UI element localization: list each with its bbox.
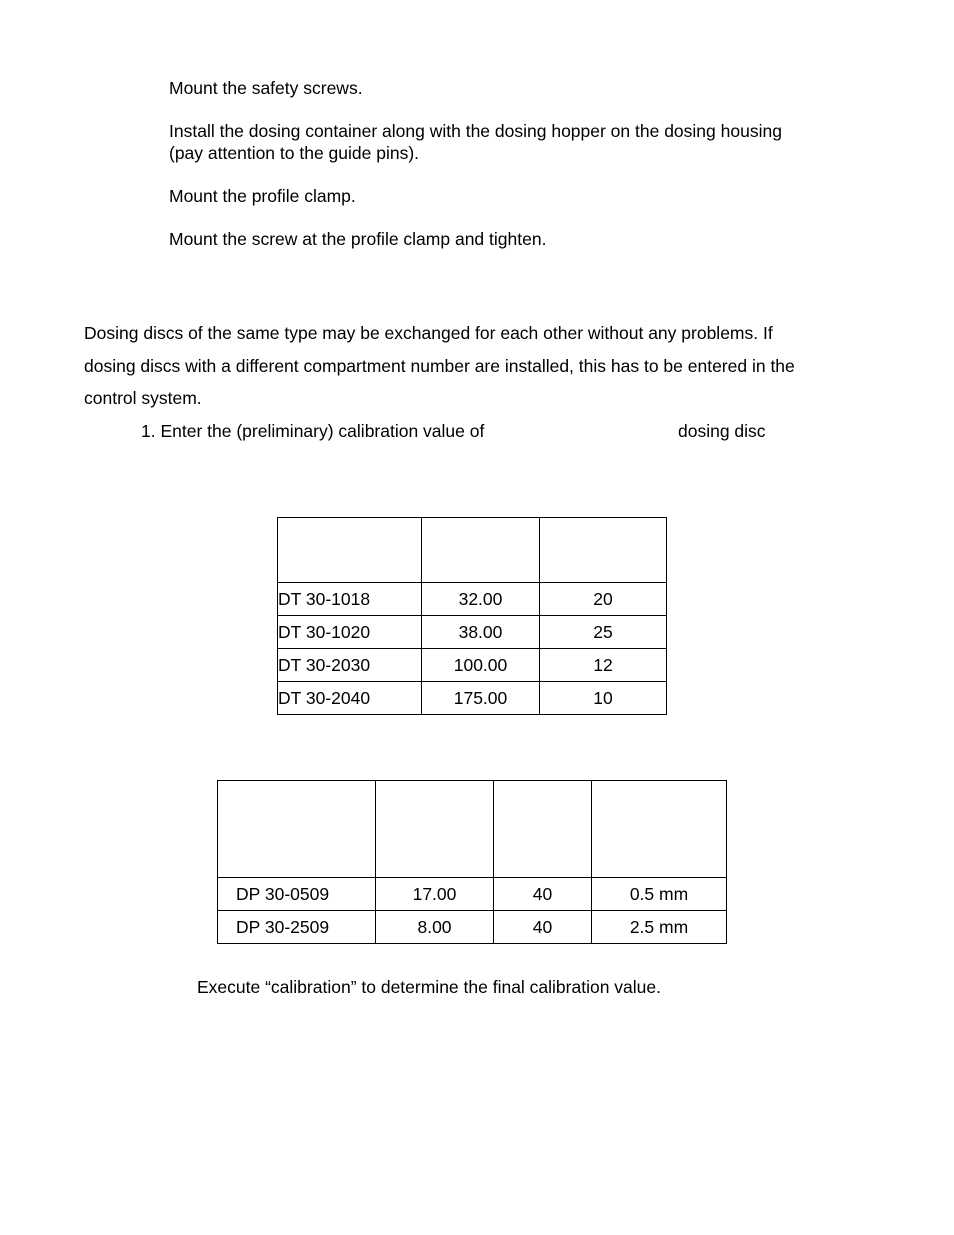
step-mount-profile-clamp: Mount the profile clamp. — [169, 186, 356, 206]
table-cell-value: 32.00 — [422, 583, 540, 616]
step-mount-safety-screws: Mount the safety screws. — [169, 78, 363, 98]
dosing-disc-table-dt — [277, 517, 667, 715]
table-cell-value: 17.00 — [376, 878, 494, 911]
table-row — [278, 649, 667, 682]
table-row — [218, 878, 727, 911]
paragraph-line: dosing discs with a different compartment number are installed, this has to be entered in the — [84, 355, 795, 376]
table-cell-count: 40 — [494, 878, 592, 911]
paragraph-line: control system. — [84, 388, 202, 408]
dosing-disc-table-dp — [217, 780, 727, 944]
step-mount-screw: Mount the screw at the profile clamp and tighten. — [169, 229, 547, 249]
table-row — [278, 682, 667, 715]
step-install-container-line1: Install the dosing container along with the dosing hopper on the dosing housing — [169, 121, 782, 141]
table-cell-value: 175.00 — [422, 682, 540, 715]
step-install-container-line2: (pay attention to the guide pins). — [169, 143, 420, 163]
numbered-item-trailing: dosing disc — [678, 421, 766, 441]
table-header-cell — [540, 518, 667, 583]
table-cell-type: DT 30-2040 — [278, 682, 422, 715]
table-row — [278, 616, 667, 649]
table-cell-type: DT 30-2030 — [278, 649, 422, 682]
table-cell-count: 40 — [494, 911, 592, 944]
table-cell-value: 8.00 — [376, 911, 494, 944]
table-header-cell — [494, 781, 592, 878]
table-row — [278, 583, 667, 616]
table-cell-type: DP 30-2509 — [218, 911, 376, 944]
table-cell-count: 12 — [540, 649, 667, 682]
table-header-row — [218, 781, 727, 878]
table-header-cell — [278, 518, 422, 583]
table-header-cell — [376, 781, 494, 878]
body-paragraph — [84, 317, 874, 415]
numbered-item-text: 1. Enter the (preliminary) calibration value of — [141, 421, 485, 441]
footer-step-calibration: Execute “calibration” to determine the final calibration value. — [197, 977, 661, 997]
table-header-cell — [422, 518, 540, 583]
table-cell-size: 0.5 mm — [592, 878, 727, 911]
table-header-cell — [218, 781, 376, 878]
table-cell-count: 10 — [540, 682, 667, 715]
table-header-cell — [592, 781, 727, 878]
paragraph-line: Dosing discs of the same type may be exchanged for each other without any problems. If — [84, 323, 773, 343]
table-row — [218, 911, 727, 944]
table-cell-count: 20 — [540, 583, 667, 616]
table-cell-type: DT 30-1020 — [278, 616, 422, 649]
table-cell-value: 100.00 — [422, 649, 540, 682]
table-header-row — [278, 518, 667, 583]
table-cell-value: 38.00 — [422, 616, 540, 649]
table-cell-type: DP 30-0509 — [218, 878, 376, 911]
table-cell-size: 2.5 mm — [592, 911, 727, 944]
table-cell-count: 25 — [540, 616, 667, 649]
table-cell-type: DT 30-1018 — [278, 583, 422, 616]
